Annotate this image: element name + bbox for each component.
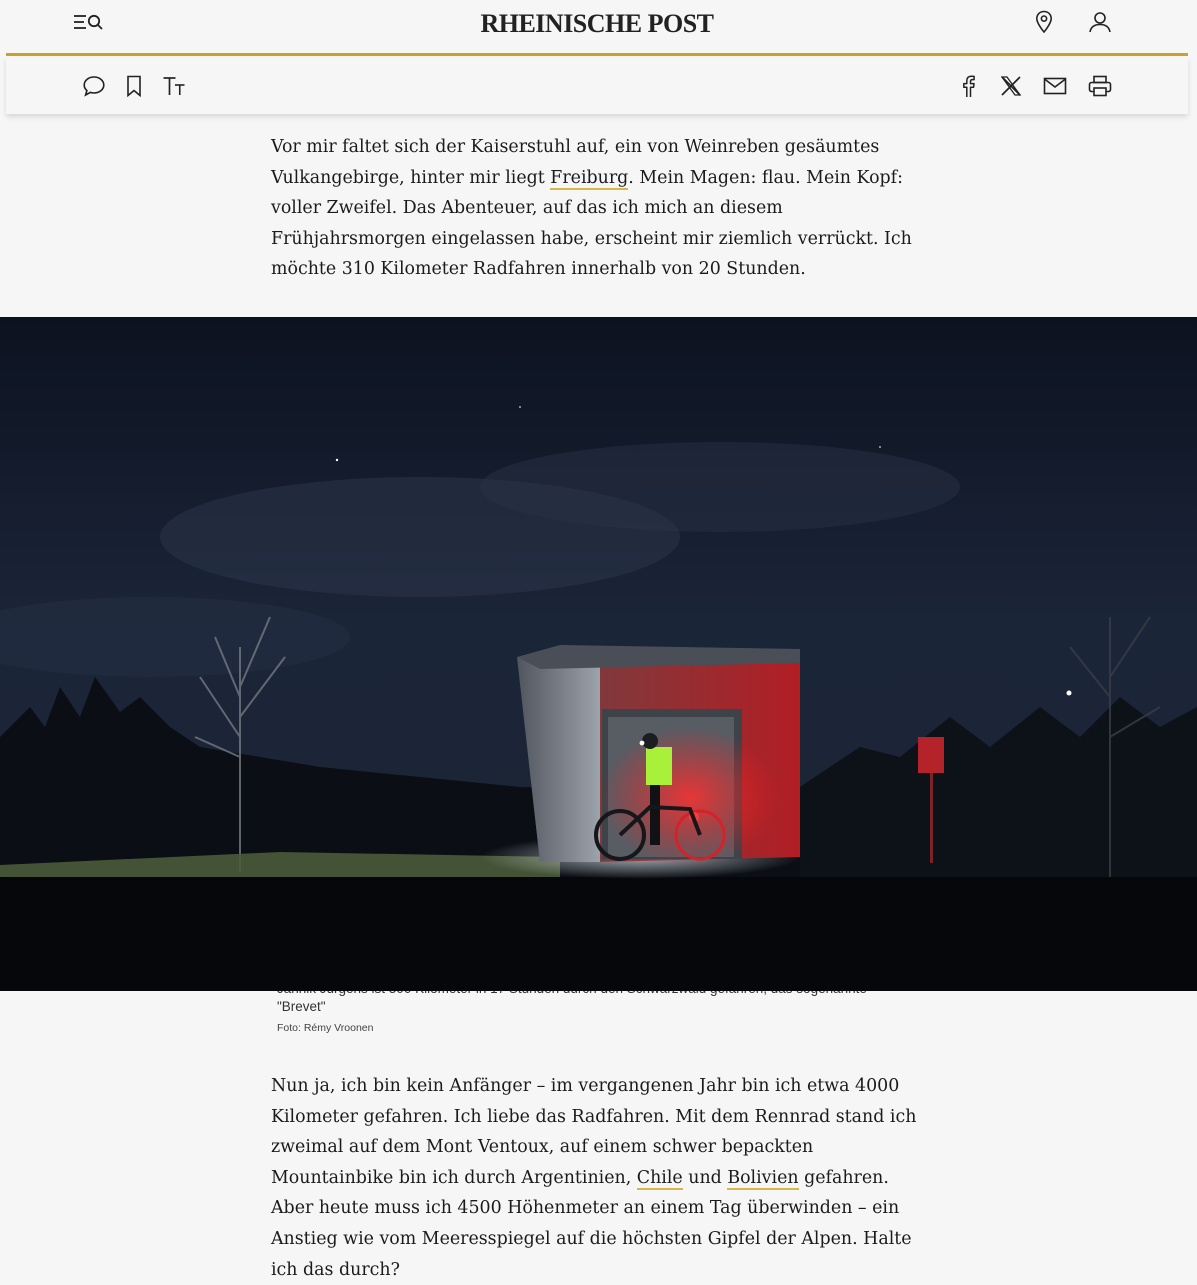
paragraph-text: . Mein Magen: flau. Mein Kopf: voller Zweifel. Das Abenteuer, auf das ich mich an diesem Frühjahrsmorgen eingelassen habe, erscheint mir ziemlich verrückt. Ich möchte 310 Kilometer Radfahren innerhalb von 20 Stunden.	[271, 167, 912, 280]
site-header	[6, 0, 1188, 56]
photo-caption: "Brevet"	[277, 999, 326, 1014]
night-bike-photo	[0, 317, 1197, 991]
article-toolbar	[6, 57, 1188, 114]
photo-credit: Foto: Rémy Vroonen	[277, 1022, 374, 1034]
article-paragraph	[271, 132, 921, 285]
print-icon[interactable]	[1087, 74, 1113, 98]
comment-icon[interactable]	[81, 74, 107, 98]
location-pin-icon[interactable]	[1032, 9, 1056, 35]
paragraph-text: Nun ja, ich bin kein Anfänger – im vergangenen Jahr bin ich etwa 4000 Kilometer gefahren. Ich liebe das Radfahren. Mit dem Rennrad stand ich zweimal auf dem Mont Ventoux, auf einem schwer bepackten Mountainbike bin ich durch Argentinien,	[271, 1076, 917, 1188]
bookmark-icon[interactable]	[123, 74, 145, 98]
user-icon[interactable]	[1086, 9, 1114, 35]
link-freiburg[interactable]: Freiburg	[550, 167, 629, 188]
mail-icon[interactable]	[1042, 74, 1068, 98]
text-size-icon[interactable]	[161, 74, 187, 98]
article-photo[interactable]	[0, 317, 1197, 991]
site-logo[interactable]: RHEINISCHE POST	[480, 9, 714, 38]
x-icon[interactable]	[999, 74, 1023, 98]
article-paragraph	[271, 1071, 921, 1285]
link-bolivien[interactable]: Bolivien	[727, 1167, 799, 1188]
paragraph-text: gefahren. Aber heute muss ich 4500 Höhenmeter an einem Tag überwinden – ein Anstieg wie vom Meeresspiegel auf die höchsten Gipfel der Alpen. Halte ich das durch?	[271, 1167, 912, 1280]
link-chile[interactable]: Chile	[636, 1167, 683, 1188]
facebook-icon[interactable]	[956, 74, 980, 98]
paragraph-text: Vor mir faltet sich der Kaiserstuhl auf, ein von Weinreben gesäumtes Vulkangebirge, hinter mir liegt	[271, 137, 880, 188]
paragraph-text: und	[682, 1167, 728, 1188]
